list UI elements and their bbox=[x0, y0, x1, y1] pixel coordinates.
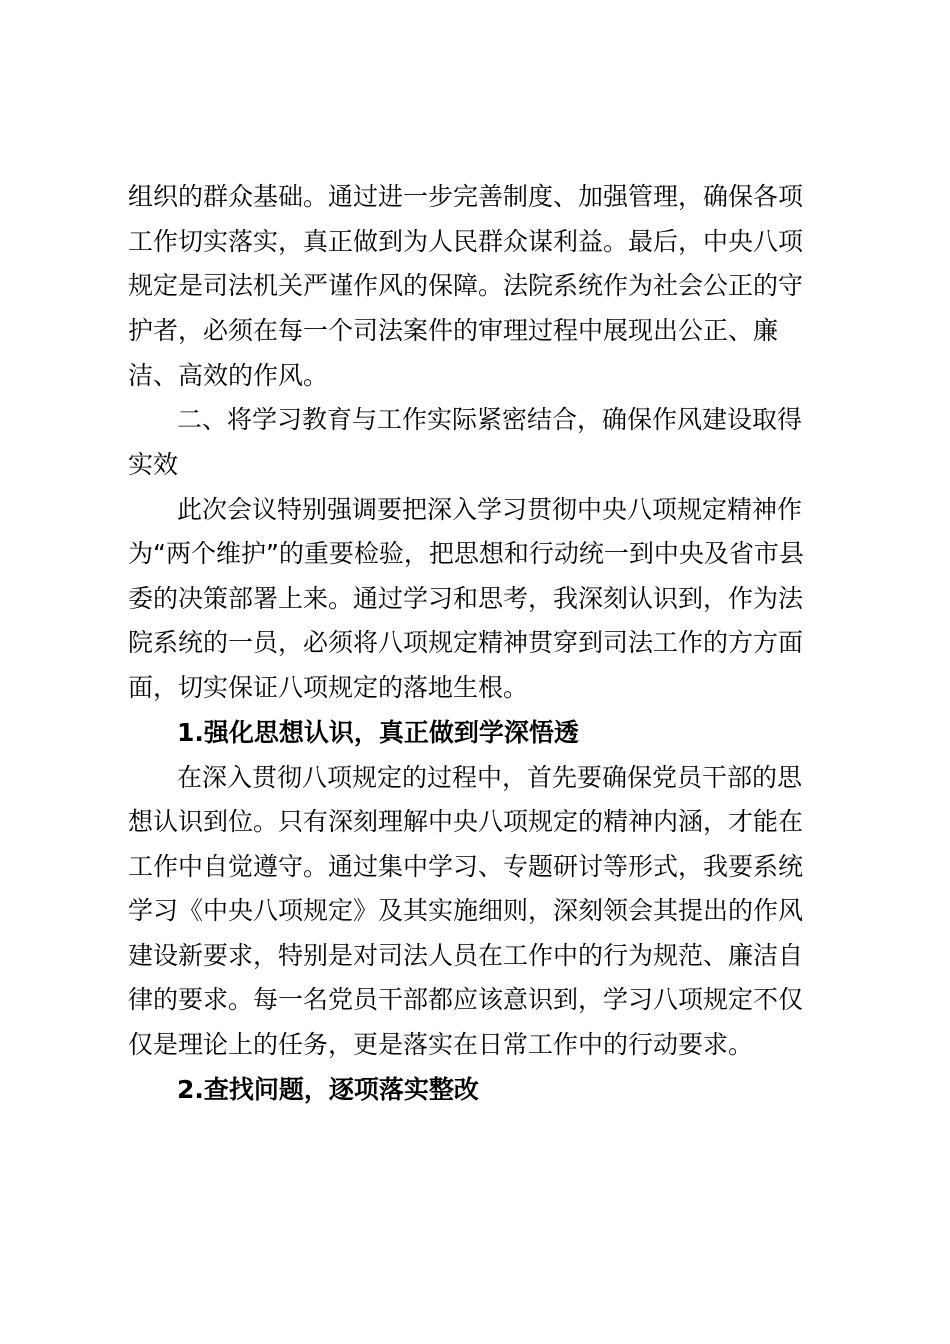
paragraph-2-line: 此次会议特别强调要把深入学习贯彻中央八项规定精神作 bbox=[177, 495, 803, 524]
paragraph-3-line: 建设新要求，特别是对司法人员在工作中的行为规范、廉洁自 bbox=[128, 941, 804, 970]
paragraph-3-line: 工作中自觉遵守。通过集中学习、专题研讨等形式，我要系统 bbox=[128, 852, 804, 881]
paragraph-2-line: 面，切实保证八项规定的落地生根。 bbox=[128, 673, 529, 702]
paragraph-3-line: 在深入贯彻八项规定的过程中，首先要确保党员干部的思 bbox=[177, 763, 803, 792]
paragraph-1-line: 洁、高效的作风。 bbox=[128, 361, 329, 390]
paragraph-3-line: 仅是理论上的任务，更是落实在日常工作中的行动要求。 bbox=[128, 1030, 754, 1059]
paragraph-1-line: 组织的群众基础。通过进一步完善制度、加强管理，确保各项 bbox=[128, 182, 804, 211]
subheading-2: 2.查找问题，逐项落实整改 bbox=[177, 1075, 479, 1104]
paragraph-1-line: 护者，必须在每一个司法案件的审理过程中展现出公正、廉 bbox=[128, 316, 779, 345]
paragraph-3-line: 律的要求。每一名党员干部都应该意识到，学习八项规定不仅 bbox=[128, 985, 804, 1014]
paragraph-2-line: 委的决策部署上来。通过学习和思考，我深刻认识到，作为法 bbox=[128, 584, 804, 613]
section-heading-line: 二、将学习教育与工作实际紧密结合，确保作风建设取得 bbox=[177, 405, 803, 434]
paragraph-3-line: 学习《中央八项规定》及其实施细则，深刻领会其提出的作风 bbox=[128, 896, 804, 925]
paragraph-2-line: 为“两个维护”的重要检验，把思想和行动统一到中央及省市县 bbox=[128, 539, 804, 568]
subheading-1: 1.强化思想认识，真正做到学深悟透 bbox=[177, 718, 579, 747]
paragraph-3-line: 想认识到位。只有深刻理解中央八项规定的精神内涵，才能在 bbox=[128, 807, 804, 836]
paragraph-1-line: 工作切实落实，真正做到为人民群众谋利益。最后，中央八项 bbox=[128, 227, 804, 256]
section-heading-line: 实效 bbox=[128, 450, 179, 479]
paragraph-2-line: 院系统的一员，必须将八项规定精神贯穿到司法工作的方方面 bbox=[128, 628, 804, 657]
paragraph-1-line: 规定是司法机关严谨作风的保障。法院系统作为社会公正的守 bbox=[128, 271, 804, 300]
